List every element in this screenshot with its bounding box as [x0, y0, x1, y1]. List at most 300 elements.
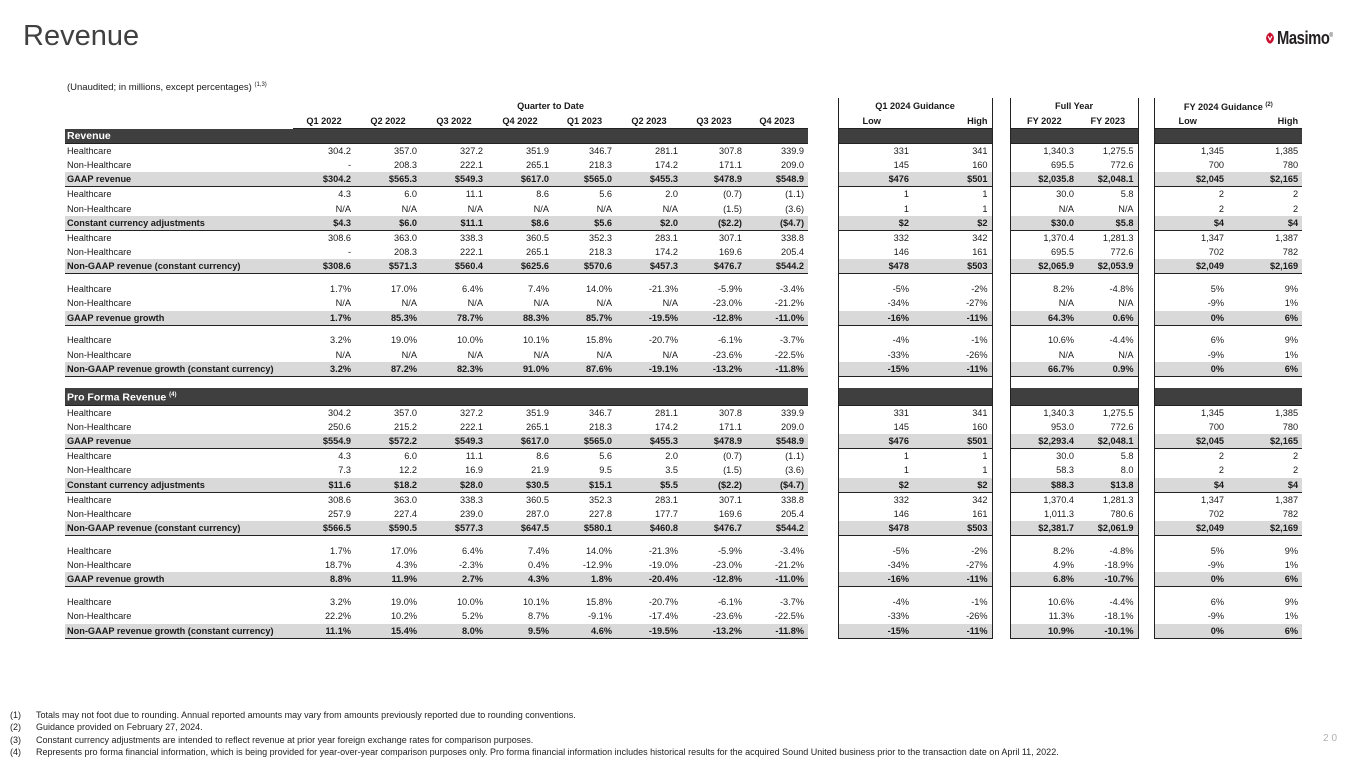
table-cell: $476.7	[682, 521, 746, 536]
table-cell: -11%	[913, 624, 992, 639]
table-cell: $503	[913, 521, 992, 536]
spacer-cell	[1078, 376, 1138, 388]
table-cell: 0.6%	[1078, 311, 1138, 326]
footnote-number: (2)	[10, 722, 21, 733]
column-header: Q3 2022	[421, 114, 487, 129]
table-cell: 78.7%	[421, 311, 487, 326]
table-cell: $455.3	[616, 434, 682, 449]
column-gap	[992, 201, 1010, 215]
column-gap	[1138, 595, 1154, 609]
table-cell: $566.5	[293, 521, 355, 536]
column-gap	[808, 245, 838, 259]
table-cell: -4.8%	[1109, 283, 1134, 294]
table-cell: $304.2	[293, 172, 355, 187]
column-gap	[1138, 201, 1154, 215]
table-cell: -6.1%	[717, 335, 742, 346]
spacer-row	[65, 274, 1302, 282]
table-cell: N/A	[533, 298, 549, 309]
spacer-cell	[992, 587, 1010, 595]
spacer-cell	[808, 274, 838, 282]
spacer-cell	[838, 535, 913, 543]
table-cell: 283.1	[655, 494, 678, 505]
spacer-cell	[553, 376, 616, 388]
table-cell: -18.9%	[1104, 560, 1134, 571]
table-cell: 18.7%	[324, 560, 351, 571]
spacer-cell	[1228, 274, 1302, 282]
column-gap	[992, 347, 1010, 361]
table-cell: -	[347, 160, 351, 171]
table-cell: 66.7%	[1010, 362, 1078, 377]
table-cell: 782	[1282, 508, 1299, 519]
column-header: Q2 2023	[616, 114, 682, 129]
column-gap	[1138, 609, 1154, 623]
table-cell: 1%	[1284, 611, 1299, 622]
group-q1-2024-guidance: Q1 2024 Guidance	[838, 98, 992, 114]
table-cell: N/A	[533, 203, 549, 214]
table-cell: 5.6	[599, 189, 612, 200]
spacer-cell	[913, 325, 992, 333]
table-cell: 19.0%	[390, 335, 417, 346]
footnote-text: Guidance provided on February 27, 2024.	[36, 722, 203, 733]
spacer-cell	[992, 274, 1010, 282]
table-cell: 1,011.3	[1010, 507, 1078, 521]
total-row	[65, 311, 1302, 326]
footnote	[10, 746, 1059, 758]
table-cell: -9%	[1154, 296, 1228, 310]
spacer-cell	[1228, 535, 1302, 543]
column-gap	[1138, 492, 1154, 507]
column-gap	[808, 492, 838, 507]
table-cell: 209.0	[781, 160, 805, 171]
table-cell: $2,293.4	[1010, 434, 1078, 449]
row-label: GAAP revenue growth	[65, 311, 293, 326]
footnote-text: Constant currency adjustments are intended to reflect revenue at prior year foreign exchange rates for comparison purposes.	[36, 734, 534, 745]
spacer-cell	[808, 325, 838, 333]
total-row	[65, 172, 1302, 187]
table-cell: $2,169	[1228, 521, 1302, 536]
column-gap	[992, 216, 1010, 231]
table-cell: -3.7%	[780, 596, 805, 607]
table-cell: 8.7%	[528, 611, 549, 622]
table-cell: N/A	[596, 203, 612, 214]
column-gap	[1138, 230, 1154, 245]
spacer-cell	[838, 325, 913, 333]
table-cell: -5%	[838, 543, 913, 557]
table-cell: 0%	[1154, 362, 1228, 377]
table-cell: 2.0	[665, 451, 678, 462]
table-cell: 1%	[1284, 560, 1299, 571]
total-row	[65, 434, 1302, 449]
logo-registered-mark: ®	[1329, 32, 1333, 39]
column-gap	[808, 434, 838, 449]
row-label: Non-GAAP revenue growth (constant currency)	[65, 624, 293, 639]
column-gap	[808, 420, 838, 434]
table-cell: 10.1%	[522, 335, 549, 346]
table-cell: 4.6%	[553, 624, 616, 639]
column-gap	[992, 245, 1010, 259]
table-cell: 205.4	[781, 508, 805, 519]
table-cell: N/A	[662, 298, 678, 309]
total-row	[65, 478, 1302, 493]
column-header: FY 2022	[1010, 114, 1078, 129]
table-cell: 2	[1292, 203, 1299, 214]
table-cell: 17.0%	[390, 545, 417, 556]
table-row	[65, 449, 1302, 464]
table-cell: 160	[972, 421, 988, 432]
table-cell: -1%	[971, 596, 988, 607]
table-cell: 341	[913, 144, 992, 159]
table-cell: $617.0	[487, 434, 553, 449]
table-cell: 352.3	[589, 232, 612, 243]
table-cell: -19.0%	[648, 560, 678, 571]
table-cell: 2	[1154, 201, 1228, 215]
column-gap	[1138, 347, 1154, 361]
row-label: Healthcare	[67, 545, 112, 556]
table-cell: 1.7%	[330, 283, 351, 294]
table-cell: 1,347	[1154, 230, 1228, 245]
table-cell: 4.3%	[396, 560, 417, 571]
table-cell: $30.5	[487, 478, 553, 493]
row-label: Healthcare	[67, 232, 112, 243]
table-row	[65, 405, 1302, 420]
section-header-row	[65, 388, 1302, 405]
table-cell: N/A	[596, 349, 612, 360]
table-cell: 6.0	[404, 189, 417, 200]
table-cell: $2,065.9	[1010, 259, 1078, 274]
table-cell: 15.4%	[355, 624, 421, 639]
table-cell: -27%	[966, 298, 988, 309]
table-cell: 1,385	[1228, 144, 1302, 159]
table-cell: 3.5	[665, 465, 678, 476]
footnote	[10, 721, 1059, 733]
column-gap	[992, 543, 1010, 557]
column-gap	[992, 478, 1010, 493]
section-title-text: Revenue	[67, 130, 111, 143]
table-cell: -23.0%	[712, 560, 742, 571]
table-cell: 6%	[1228, 311, 1302, 326]
table-cell: $2,048.1	[1078, 434, 1138, 449]
table-cell: 283.1	[655, 232, 678, 243]
table-cell: 1,385	[1228, 405, 1302, 420]
table-cell: 304.2	[293, 144, 355, 159]
table-row	[65, 187, 1302, 202]
table-cell: $501	[913, 172, 992, 187]
spacer-cell	[746, 274, 808, 282]
table-cell: -9%	[1154, 609, 1228, 623]
table-cell: 9.5%	[487, 624, 553, 639]
table-cell: 1.7%	[330, 545, 351, 556]
table-cell: 1	[838, 201, 913, 215]
table-cell: $565.0	[553, 434, 616, 449]
table-cell: (1.1)	[785, 189, 805, 200]
table-cell: 87.2%	[355, 362, 421, 377]
row-label: Healthcare	[67, 494, 112, 505]
table-cell: 174.2	[655, 247, 678, 258]
column-gap	[992, 144, 1010, 159]
spacer-row	[65, 325, 1302, 333]
row-label: Non-Healthcare	[67, 560, 132, 571]
table-cell: N/A	[335, 298, 351, 309]
table-cell: 209.0	[781, 421, 805, 432]
table-cell: 1,370.4	[1010, 230, 1078, 245]
table-cell: N/A	[1010, 201, 1078, 215]
table-cell: 208.3	[394, 247, 417, 258]
spacer-cell	[682, 274, 746, 282]
column-gap	[808, 521, 838, 536]
column-gap	[808, 259, 838, 274]
spacer-cell	[1138, 535, 1154, 543]
table-cell: (0.7)	[723, 451, 742, 462]
column-gap	[992, 595, 1010, 609]
table-cell: N/A	[533, 349, 549, 360]
spacer-cell	[913, 376, 992, 388]
table-cell: 222.1	[460, 421, 483, 432]
table-cell: -16%	[838, 311, 913, 326]
footnote	[10, 709, 1059, 721]
table-row	[65, 282, 1302, 296]
table-cell: 11.3%	[1010, 609, 1078, 623]
section-title-footnote-ref: (4)	[169, 392, 177, 399]
table-cell: 1%	[1284, 349, 1299, 360]
table-cell: 1.8%	[553, 572, 616, 587]
table-cell: 1	[982, 189, 988, 200]
spacer-cell	[553, 325, 616, 333]
spacer-cell	[992, 376, 1010, 388]
spacer-cell	[746, 587, 808, 595]
fy-guidance-label: FY 2024 Guidance	[1183, 102, 1263, 113]
table-cell: 5.8	[1120, 189, 1134, 200]
table-cell: $2,053.9	[1078, 259, 1138, 274]
table-cell: -26%	[966, 349, 988, 360]
column-gap	[1138, 521, 1154, 536]
column-gap	[1138, 434, 1154, 449]
column-gap	[1138, 114, 1154, 129]
column-gap	[808, 405, 838, 420]
footnote-number: (1)	[10, 710, 21, 720]
row-label: Non-GAAP revenue (constant currency)	[65, 259, 293, 274]
table-cell: N/A	[1118, 203, 1134, 214]
table-cell: 331	[838, 405, 913, 420]
table-cell: 6.8%	[1010, 572, 1078, 587]
spacer-cell	[65, 587, 293, 595]
table-cell: 1	[982, 203, 988, 214]
table-cell: 6%	[1154, 595, 1228, 609]
table-cell: $478	[838, 259, 913, 274]
table-cell: $2,169	[1228, 259, 1302, 274]
group-quarter-to-date: Quarter to Date	[517, 101, 584, 112]
table-cell: $478	[838, 521, 913, 536]
table-cell: 0.9%	[1078, 362, 1138, 377]
table-cell: -21.3%	[648, 545, 678, 556]
table-cell: 6.4%	[462, 283, 483, 294]
spacer-cell	[487, 587, 553, 595]
table-cell: 174.2	[655, 421, 678, 432]
spacer-cell	[487, 535, 553, 543]
table-cell: 146	[838, 507, 913, 521]
row-label: GAAP revenue growth	[65, 572, 293, 587]
table-cell: $8.6	[487, 216, 553, 231]
table-cell: N/A	[596, 298, 612, 309]
spacer-cell	[1228, 587, 1302, 595]
column-header: Q2 2022	[355, 114, 421, 129]
table-cell: 342	[972, 232, 988, 243]
spacer-cell	[682, 587, 746, 595]
column-gap	[992, 463, 1010, 477]
table-row	[65, 158, 1302, 172]
spacer-cell	[808, 535, 838, 543]
table-cell: -19.5%	[616, 624, 682, 639]
column-gap	[1138, 245, 1154, 259]
spacer-cell	[1010, 535, 1078, 543]
row-label: Healthcare	[65, 405, 293, 420]
table-cell: -4%	[838, 333, 913, 347]
table-cell: 9%	[1284, 596, 1299, 607]
table-cell: N/A	[662, 349, 678, 360]
table-cell: 227.8	[589, 508, 612, 519]
table-cell: -2%	[971, 283, 988, 294]
table-cell: 265.1	[526, 160, 549, 171]
table-cell: 357.0	[355, 405, 421, 420]
table-cell: -33%	[838, 609, 913, 623]
column-gap	[808, 463, 838, 477]
table-cell: $4	[1154, 216, 1228, 231]
table-cell: -12.8%	[682, 311, 746, 326]
table-cell: 327.2	[421, 144, 487, 159]
table-cell: 1%	[1284, 298, 1299, 309]
table-cell: N/A	[1010, 347, 1078, 361]
table-cell: 1,387	[1275, 232, 1299, 243]
table-cell: 331	[838, 144, 913, 159]
table-cell: 307.1	[719, 232, 742, 243]
table-cell: 30.0	[1010, 449, 1078, 464]
revenue-table	[65, 98, 1302, 639]
table-cell: 10.9%	[1010, 624, 1078, 639]
table-cell: $560.4	[421, 259, 487, 274]
table-cell: 8.2%	[1010, 282, 1078, 296]
column-header: Q4 2023	[746, 114, 808, 129]
row-label: Non-GAAP revenue growth (constant currency)	[65, 362, 293, 377]
row-label: Non-Healthcare	[67, 508, 132, 519]
row-label: Non-Healthcare	[67, 247, 132, 258]
table-cell: $580.1	[553, 521, 616, 536]
total-row	[65, 259, 1302, 274]
table-cell: 8.0%	[421, 624, 487, 639]
table-cell: $577.3	[421, 521, 487, 536]
table-cell: 695.5	[1010, 245, 1078, 259]
table-cell: 281.1	[616, 405, 682, 420]
table-cell: N/A	[662, 203, 678, 214]
table-cell: -11%	[913, 311, 992, 326]
column-gap	[992, 172, 1010, 187]
column-header: Low	[838, 114, 913, 129]
section-band	[838, 129, 992, 144]
footnote-number: (3)	[10, 734, 21, 745]
table-cell: $88.3	[1010, 478, 1078, 493]
table-cell: -34%	[838, 558, 913, 572]
spacer-cell	[838, 274, 913, 282]
column-gap	[808, 282, 838, 296]
section-header-row	[65, 129, 1302, 144]
section-title	[65, 388, 808, 405]
table-cell: 1.7%	[293, 311, 355, 326]
column-gap	[1138, 144, 1154, 159]
table-cell: -9.1%	[587, 611, 612, 622]
table-cell: -17.4%	[648, 611, 678, 622]
spacer-cell	[293, 325, 355, 333]
section-band	[1154, 388, 1302, 405]
column-gap	[808, 449, 838, 464]
table-cell: 339.9	[746, 144, 808, 159]
footnote-number: (4)	[10, 747, 21, 758]
spacer-cell	[553, 535, 616, 543]
column-gap	[808, 507, 838, 521]
table-cell: 695.5	[1010, 158, 1078, 172]
fy-guidance-footnote-ref: (2)	[1265, 102, 1273, 108]
spacer-cell	[1138, 274, 1154, 282]
table-cell: $565.3	[355, 172, 421, 187]
spacer-cell	[355, 376, 421, 388]
spacer-cell	[1010, 274, 1078, 282]
column-gap	[1138, 259, 1154, 274]
table-cell: -13.2%	[682, 362, 746, 377]
table-cell: 4.9%	[1010, 558, 1078, 572]
table-cell: 58.3	[1010, 463, 1078, 477]
table-row	[65, 492, 1302, 507]
table-cell: $15.1	[553, 478, 616, 493]
column-gap	[992, 405, 1010, 420]
table-cell: 6%	[1228, 572, 1302, 587]
table-cell: $455.3	[616, 172, 682, 187]
table-cell: $457.3	[616, 259, 682, 274]
table-cell: N/A	[401, 349, 417, 360]
spacer-cell	[616, 274, 682, 282]
table-cell: 5.2%	[462, 611, 483, 622]
column-header: Q1 2023	[553, 114, 616, 129]
table-cell: 205.4	[781, 247, 805, 258]
table-cell: -11.0%	[746, 572, 808, 587]
table-cell: 6%	[1154, 333, 1228, 347]
table-cell: N/A	[401, 203, 417, 214]
table-cell: $2	[838, 478, 913, 493]
footnote-text: Represents pro forma financial information, which is being provided for year-over-year comparison purposes only. Pro forma financial information includes historical results for the acquired Sound United business prior to the transaction date on April 11, 2022.	[36, 747, 1059, 758]
table-cell: 22.2%	[324, 611, 351, 622]
table-cell: -20.4%	[616, 572, 682, 587]
table-row	[65, 609, 1302, 623]
spacer-cell	[355, 274, 421, 282]
table-cell: 218.3	[589, 421, 612, 432]
table-cell: 11.9%	[355, 572, 421, 587]
table-cell: $625.6	[487, 259, 553, 274]
table-cell: 8.2%	[1010, 543, 1078, 557]
table-cell: -9%	[1154, 558, 1228, 572]
table-cell: 5.8	[1120, 451, 1134, 462]
spacer-cell	[421, 587, 487, 595]
table-cell: 1,281.3	[1102, 232, 1134, 243]
table-row	[65, 230, 1302, 245]
table-cell: 215.2	[394, 421, 417, 432]
table-cell: -18.1%	[1104, 611, 1134, 622]
table-cell: 85.3%	[355, 311, 421, 326]
table-cell: $4	[1228, 478, 1302, 493]
spacer-cell	[1078, 325, 1138, 333]
table-cell: -12.9%	[582, 560, 612, 571]
table-cell: 8.8%	[293, 572, 355, 587]
spacer-cell	[992, 325, 1010, 333]
table-cell: 281.1	[616, 144, 682, 159]
spacer-cell	[293, 587, 355, 595]
table-cell: 1,281.3	[1102, 494, 1134, 505]
column-gap	[992, 129, 1010, 144]
